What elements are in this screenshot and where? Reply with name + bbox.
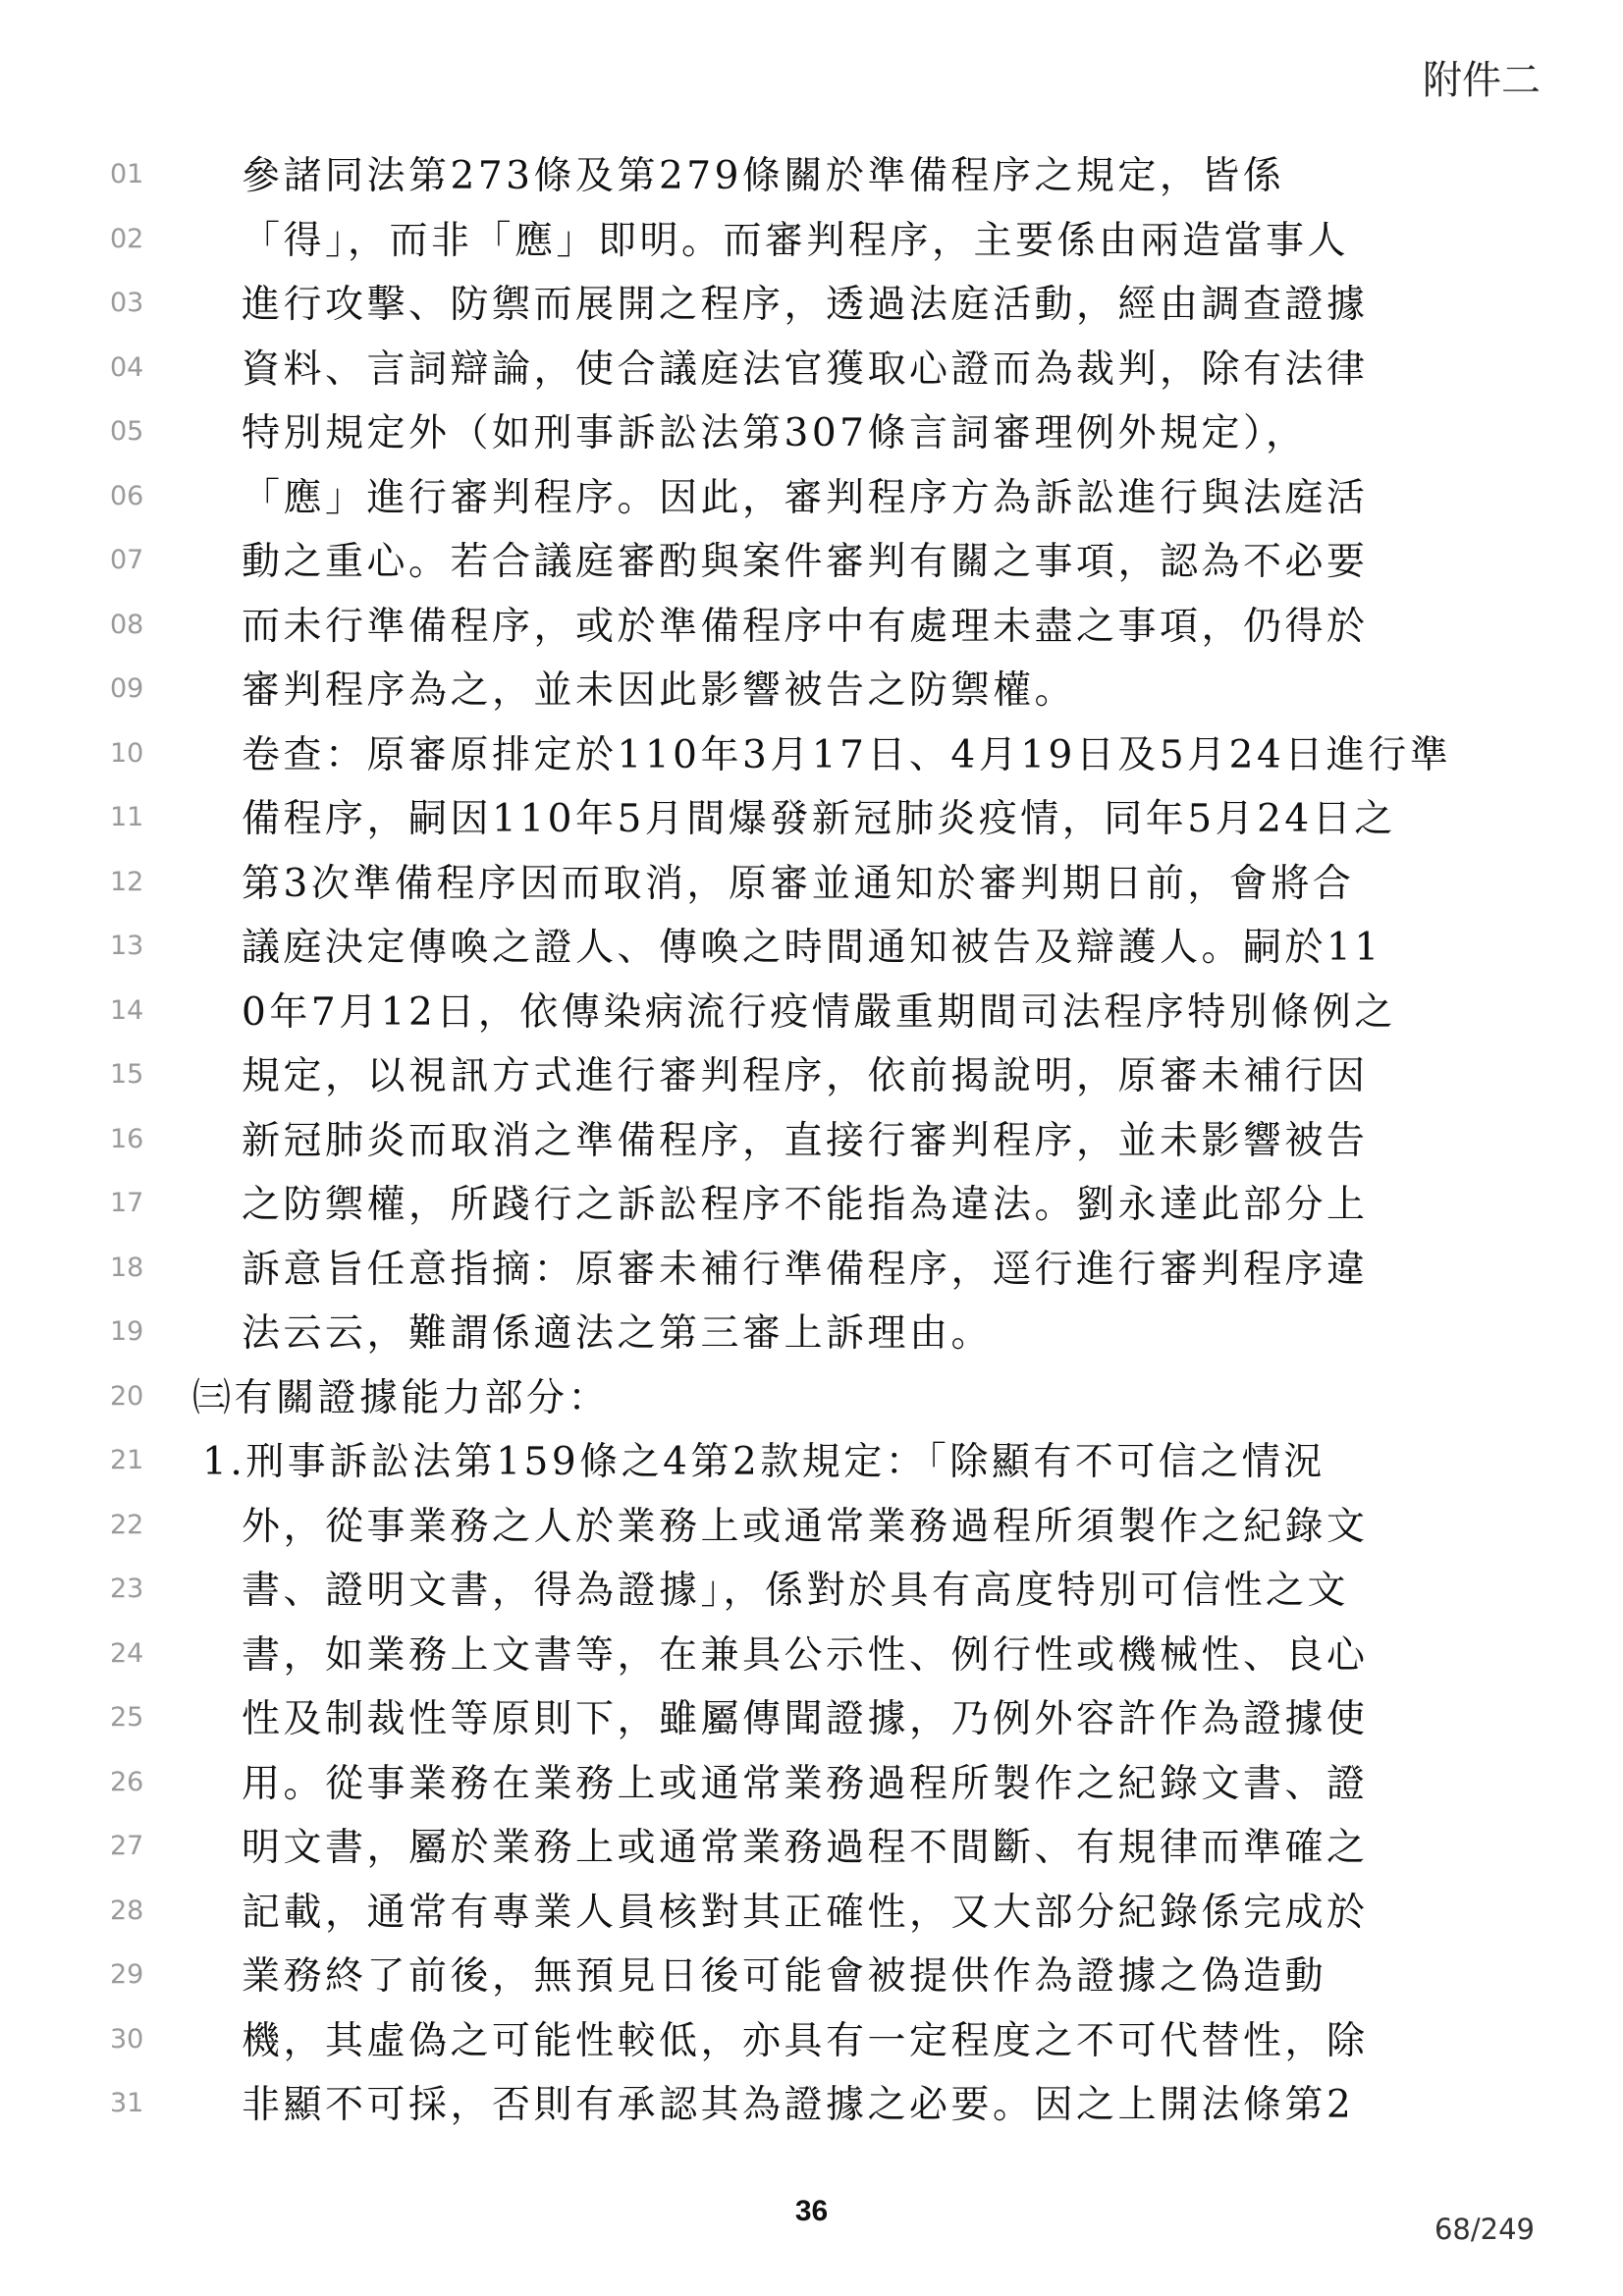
page-count: 68/249 (1434, 2213, 1535, 2246)
line-text: 「得」，而非「應」即明。而審判程序，主要係由兩造當事人 (242, 218, 1350, 263)
document-line (0, 976, 1623, 1041)
line-text: 0年7月12日，依傳染病流行疫情嚴重期間司法程序特別條例之 (242, 989, 1396, 1035)
line-text: 「應」進行審判程序。因此，審判程序方為訴訟進行與法庭活 (242, 475, 1369, 520)
document-line (0, 1876, 1623, 1941)
line-number: 21 (110, 1445, 144, 1475)
line-number: 01 (110, 159, 144, 189)
line-number: 27 (110, 1831, 144, 1861)
document-line (0, 719, 1623, 783)
line-text: 備程序，嗣因110年5月間爆發新冠肺炎疫情，同年5月24日之 (242, 797, 1396, 841)
line-text: 進行攻擊、防禦而展開之程序，透過法庭活動，經由調查證據 (242, 283, 1369, 327)
document-line (0, 1233, 1623, 1298)
line-text: 書，如業務上文書等，在兼具公示性、例行性或機械性、良心 (242, 1632, 1369, 1678)
line-text: 資料、言詞辯論，使合議庭法官獲取心證而為裁判，除有法律 (242, 347, 1369, 392)
document-line (0, 1362, 1623, 1426)
line-text: 1.刑事訴訟法第159條之4第2款規定：「除顯有不可信之情況 (202, 1440, 1325, 1484)
line-number: 22 (110, 1509, 144, 1540)
document-line (0, 397, 1623, 461)
line-number: 10 (110, 737, 144, 769)
line-text: 之防禦權，所踐行之訴訟程序不能指為違法。劉永達此部分上 (242, 1183, 1369, 1227)
line-text: 法云云，難謂係適法之第三審上訴理由。 (242, 1311, 994, 1356)
document-line (0, 1747, 1623, 1812)
line-number: 02 (110, 223, 144, 254)
document-line (0, 204, 1623, 269)
line-number: 28 (110, 1895, 144, 1926)
document-line (0, 1682, 1623, 1747)
document-line (0, 2004, 1623, 2069)
document-line (0, 2068, 1623, 2133)
line-number: 25 (110, 1702, 144, 1733)
line-number: 12 (110, 866, 144, 897)
line-number: 26 (110, 1766, 144, 1797)
line-number: 04 (110, 351, 144, 383)
line-text: 明文書，屬於業務上或通常業務過程不間斷、有規律而準確之 (242, 1826, 1369, 1870)
line-number: 24 (110, 1637, 144, 1669)
line-text: 審判程序為之，並未因此影響被告之防禦權。 (242, 668, 1077, 713)
document-line (0, 911, 1623, 976)
document-line (0, 1619, 1623, 1683)
line-number: 16 (110, 1123, 144, 1154)
line-number: 13 (110, 931, 144, 961)
document-line (0, 1297, 1623, 1362)
line-text: 業務終了前後，無預見日後可能會被提供作為證據之偽造動 (242, 1954, 1327, 1999)
line-text: 書、證明文書，得為證據」，係對於具有高度特別可信性之文 (242, 1569, 1350, 1613)
line-number: 31 (110, 2088, 144, 2118)
line-text: ㈢有關證據能力部分： (192, 1375, 611, 1420)
line-text: 議庭決定傳喚之證人、傳喚之時間通知被告及辯護人。嗣於11 (242, 926, 1382, 970)
line-number: 09 (110, 673, 144, 704)
line-text: 性及制裁性等原則下，雖屬傳聞證據，乃例外容許作為證據使 (242, 1697, 1369, 1741)
line-text: 用。從事業務在業務上或通常業務過程所製作之紀錄文書、證 (242, 1761, 1369, 1806)
line-number: 08 (110, 609, 144, 640)
document-line (0, 525, 1623, 590)
line-number: 19 (110, 1316, 144, 1347)
line-text: 記載，通常有專業人員核對其正確性，又大部分紀錄係完成於 (242, 1890, 1369, 1935)
document-line (0, 1554, 1623, 1619)
document-line (0, 654, 1623, 719)
line-text: 動之重心。若合議庭審酌與案件審判有關之事項，認為不必要 (242, 540, 1369, 584)
line-text: 特別規定外（如刑事訴訟法第307條言詞審理例外規定）， (242, 411, 1308, 455)
line-number: 20 (110, 1380, 144, 1412)
document-line (0, 268, 1623, 333)
document-line (0, 461, 1623, 526)
line-number: 11 (110, 802, 144, 832)
line-number: 23 (110, 1574, 144, 1604)
document-line (0, 1490, 1623, 1555)
line-number: 05 (110, 416, 144, 447)
document-line (0, 1940, 1623, 2004)
document-line (0, 1811, 1623, 1876)
line-number: 30 (110, 2023, 144, 2055)
document-line (0, 1425, 1623, 1490)
page-number: 36 (794, 2195, 829, 2227)
line-number: 15 (110, 1059, 144, 1090)
line-text: 第3次準備程序因而取消，原審並通知於審判期日前，會將合 (242, 861, 1355, 906)
line-text: 卷查：原審原排定於110年3月17日、4月19日及5月24日進行準 (242, 732, 1452, 777)
document-line (0, 1040, 1623, 1104)
attachment-label: 附件二 (1423, 58, 1541, 103)
document-line (0, 1168, 1623, 1233)
document-line (0, 782, 1623, 847)
document-body (0, 139, 1623, 2133)
line-text: 機，其虛偽之可能性較低，亦具有一定程度之不可代替性，除 (242, 2018, 1369, 2063)
line-number: 17 (110, 1188, 144, 1218)
line-number: 14 (110, 994, 144, 1026)
line-text: 而未行準備程序，或於準備程序中有處理未盡之事項，仍得於 (242, 604, 1369, 649)
line-text: 非顯不可採，否則有承認其為證據之必要。因之上開法條第2 (242, 2083, 1355, 2127)
line-text: 新冠肺炎而取消之準備程序，直接行審判程序，並未影響被告 (242, 1118, 1369, 1163)
document-line (0, 333, 1623, 398)
line-text: 規定，以視訊方式進行審判程序，依前揭說明，原審未補行因 (242, 1054, 1369, 1098)
line-text: 外，從事業務之人於業務上或通常業務過程所須製作之紀錄文 (242, 1504, 1369, 1549)
line-number: 18 (110, 1252, 144, 1283)
line-text: 參諸同法第273條及第279條關於準備程序之規定，皆係 (242, 154, 1285, 198)
document-line (0, 590, 1623, 655)
line-number: 03 (110, 288, 144, 318)
document-line (0, 847, 1623, 912)
line-number: 06 (110, 480, 144, 511)
document-line (0, 1104, 1623, 1169)
line-text: 訴意旨任意指摘：原審未補行準備程序，逕行進行審判程序違 (242, 1247, 1369, 1292)
line-number: 29 (110, 1959, 144, 1990)
document-line (0, 139, 1623, 204)
line-number: 07 (110, 545, 144, 575)
